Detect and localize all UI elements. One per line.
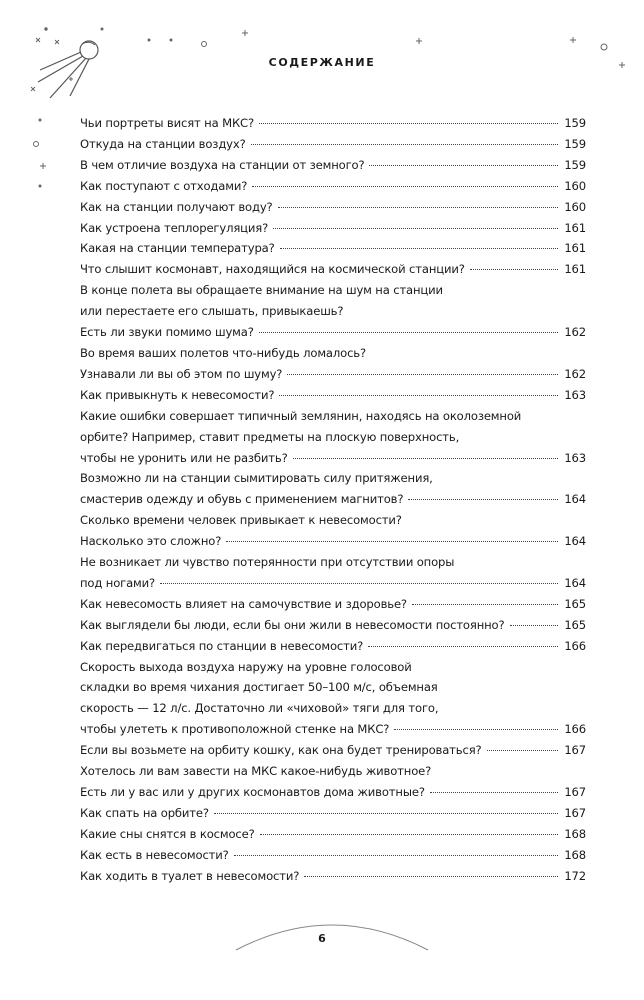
toc-entry-title: Узнавали ли вы об этом по шуму? (80, 366, 283, 381)
toc-entry-last-line (80, 259, 586, 280)
dot-leader (259, 123, 558, 124)
toc-entry-title: Как поступают с отходами? (80, 178, 248, 193)
table-of-contents (80, 113, 586, 887)
toc-entry-last-line (80, 238, 586, 259)
toc-entry-last-line (80, 531, 586, 552)
toc-entry-last-line (80, 448, 586, 469)
toc-entry-title: Как выглядели бы люди, если бы они жили в невесомости постоянно? (80, 617, 505, 632)
toc-entry-last-line (80, 719, 586, 740)
toc-entry-title: орбите? Например, ставит предметы на плоскую поверхность, (80, 429, 460, 444)
toc-page-number: 164 (564, 534, 586, 549)
toc-entry-title: Как есть в невесомости? (80, 847, 229, 862)
dot-leader (279, 395, 558, 396)
toc-entry-title: складки во время чихания достигает 50–100 м/с, объемная (80, 680, 438, 695)
toc-page-number: 159 (564, 136, 586, 151)
toc-entry-line (80, 510, 586, 531)
toc-entry-title: Как передвигаться по станции в невесомости? (80, 638, 364, 653)
toc-entry-title: под ногами? (80, 575, 156, 590)
toc-entry-title: Как на станции получают воду? (80, 199, 273, 214)
toc-page-number: 163 (564, 387, 586, 402)
toc-entry-title: Чьи портреты висят на МКС? (80, 116, 254, 130)
toc-entry-line (80, 343, 586, 364)
toc-page-number: 163 (564, 450, 586, 465)
toc-entry (80, 636, 586, 657)
page-title: СОДЕРЖАНИЕ (268, 56, 376, 69)
toc-entry (80, 803, 586, 824)
toc-entry-line (80, 301, 586, 322)
dot-leader (408, 499, 558, 500)
dot-leader (259, 332, 558, 333)
toc-entry-title: или перестаете его слышать, привыкаешь? (80, 304, 344, 319)
toc-entry (80, 824, 586, 845)
dot-leader (280, 248, 558, 249)
toc-entry-last-line (80, 573, 586, 594)
toc-entry-line (80, 698, 586, 719)
toc-entry (80, 218, 586, 239)
toc-entry (80, 280, 586, 343)
toc-page-number: 168 (564, 847, 586, 862)
dot-leader (273, 228, 558, 229)
toc-entry-title: В конце полета вы обращаете внимание на шум на станции (80, 283, 443, 298)
toc-entry-last-line (80, 197, 586, 218)
toc-entry (80, 615, 586, 636)
dot-leader (252, 186, 558, 187)
dot-leader (234, 855, 558, 856)
toc-entry (80, 740, 586, 761)
toc-page-number: 172 (564, 868, 586, 883)
toc-entry-title: скорость — 12 л/с. Достаточно ли «чиховой» тяги для того, (80, 701, 439, 716)
toc-entry-title: чтобы улететь к противоположной стенке на МКС? (80, 722, 390, 737)
toc-page-number: 160 (564, 178, 586, 193)
toc-page-number: 162 (564, 366, 586, 381)
toc-entry-line (80, 468, 586, 489)
toc-page-number: 167 (564, 805, 586, 820)
toc-entry-line (80, 427, 586, 448)
toc-entry-line (80, 761, 586, 782)
toc-entry-title: Как спать на орбите? (80, 805, 209, 820)
dot-leader (260, 834, 558, 835)
toc-entry-title: Как ходить в туалет в невесомости? (80, 868, 300, 883)
toc-entry-title: Какие сны снятся в космосе? (80, 826, 255, 841)
toc-entry-title: Какие ошибки совершает типичный землянин, находясь на околоземной (80, 408, 522, 423)
toc-entry-last-line (80, 594, 586, 615)
toc-entry-line (80, 552, 586, 573)
dot-leader (487, 750, 558, 751)
toc-entry (80, 845, 586, 866)
dot-leader (287, 374, 558, 375)
toc-page-number: 161 (564, 220, 586, 235)
dot-leader (430, 792, 558, 793)
dot-leader (214, 813, 558, 814)
dot-leader (278, 207, 558, 208)
toc-page-number: 164 (564, 575, 586, 590)
toc-page-number: 164 (564, 492, 586, 507)
toc-entry-title: Какая на станции температура? (80, 241, 275, 256)
toc-entry-title: Что слышит космонавт, находящийся на космической станции? (80, 262, 465, 277)
toc-page-number: 165 (564, 617, 586, 632)
toc-page-number: 161 (564, 262, 586, 277)
toc-entry-line (80, 657, 586, 678)
toc-page-number: 160 (564, 199, 586, 214)
toc-entry-title: Есть ли у вас или у других космонавтов дома животные? (80, 785, 425, 799)
dot-leader (226, 541, 558, 542)
toc-entry-last-line (80, 636, 586, 657)
toc-page-number: 162 (564, 325, 586, 340)
toc-entry (80, 113, 586, 134)
toc-entry-title: Хотелось ли вам завести на МКС какое-нибудь животное? (80, 764, 432, 779)
toc-entry-title: Скорость выхода воздуха наружу на уровне голосовой (80, 659, 412, 674)
toc-page-number: 159 (564, 157, 586, 172)
dot-leader (369, 165, 558, 166)
toc-entry-line (80, 280, 586, 301)
toc-entry (80, 134, 586, 155)
dot-leader (293, 458, 558, 459)
toc-entry-title: Как невесомость влияет на самочувствие и здоровье? (80, 596, 407, 611)
toc-entry-line (80, 406, 586, 427)
toc-entry-last-line (80, 740, 586, 761)
toc-entry (80, 657, 586, 741)
toc-entry-line (80, 677, 586, 698)
toc-entry-last-line (80, 803, 586, 824)
toc-entry-last-line (80, 824, 586, 845)
toc-page-number: 166 (564, 722, 586, 737)
toc-entry (80, 761, 586, 803)
toc-page-number: 167 (564, 743, 586, 758)
toc-entry-last-line (80, 845, 586, 866)
toc-page-number: 168 (564, 826, 586, 841)
sputnik-satellite-icon (38, 41, 98, 98)
toc-entry (80, 176, 586, 197)
toc-entry-title: В чем отличие воздуха на станции от земного? (80, 157, 365, 172)
toc-entry-title: Во время ваших полетов что-нибудь ломалось? (80, 345, 366, 360)
toc-entry-last-line (80, 782, 586, 803)
toc-entry (80, 259, 586, 280)
toc-entry (80, 155, 586, 176)
toc-entry-title: Откуда на станции воздух? (80, 136, 246, 151)
dot-leader (160, 583, 558, 584)
toc-entry-last-line (80, 489, 586, 510)
toc-entry (80, 866, 586, 887)
toc-entry-title: Если вы возьмете на орбиту кошку, как она будет тренироваться? (80, 743, 482, 758)
toc-page-number: 165 (564, 596, 586, 611)
toc-entry (80, 197, 586, 218)
toc-entry (80, 406, 586, 469)
toc-entry-title: Не возникает ли чувство потерянности при отсутствии опоры (80, 555, 455, 570)
dot-leader (394, 729, 558, 730)
toc-entry-last-line (80, 615, 586, 636)
toc-page-number: 159 (564, 116, 586, 130)
toc-entry-title: Есть ли звуки помимо шума? (80, 325, 254, 340)
toc-entry (80, 510, 586, 552)
dot-leader (304, 876, 558, 877)
toc-entry-last-line (80, 176, 586, 197)
toc-entry-last-line (80, 364, 586, 385)
toc-entry-title: Возможно ли на станции сымитировать силу притяжения, (80, 471, 433, 486)
toc-page-number: 161 (564, 241, 586, 256)
toc-entry-title: Сколько времени человек привыкает к невесомости? (80, 513, 402, 528)
toc-entry-title: Насколько это сложно? (80, 534, 222, 549)
toc-entry-last-line (80, 322, 586, 343)
dot-leader (510, 625, 558, 626)
toc-entry (80, 468, 586, 510)
toc-entry-last-line (80, 113, 586, 134)
toc-entry-title: чтобы не уронить или не разбить? (80, 450, 288, 465)
toc-entry-title: Как привыкнуть к невесомости? (80, 387, 275, 402)
toc-entry-title: смастерив одежду и обувь с применением магнитов? (80, 492, 404, 507)
toc-page-number: 167 (564, 785, 586, 799)
dot-leader (251, 144, 558, 145)
toc-entry-last-line (80, 134, 586, 155)
toc-entry (80, 238, 586, 259)
toc-entry-last-line (80, 385, 586, 406)
toc-entry (80, 594, 586, 615)
toc-entry (80, 552, 586, 594)
page-number: 6 (318, 932, 326, 945)
dot-leader (412, 604, 558, 605)
toc-entry (80, 343, 586, 385)
toc-entry-last-line (80, 218, 586, 239)
dot-leader (368, 646, 558, 647)
toc-page-number: 166 (564, 638, 586, 653)
toc-entry-title: Как устроена теплорегуляция? (80, 220, 269, 235)
dot-leader (470, 269, 558, 270)
toc-entry-last-line (80, 155, 586, 176)
toc-entry (80, 385, 586, 406)
toc-entry-last-line (80, 866, 586, 887)
